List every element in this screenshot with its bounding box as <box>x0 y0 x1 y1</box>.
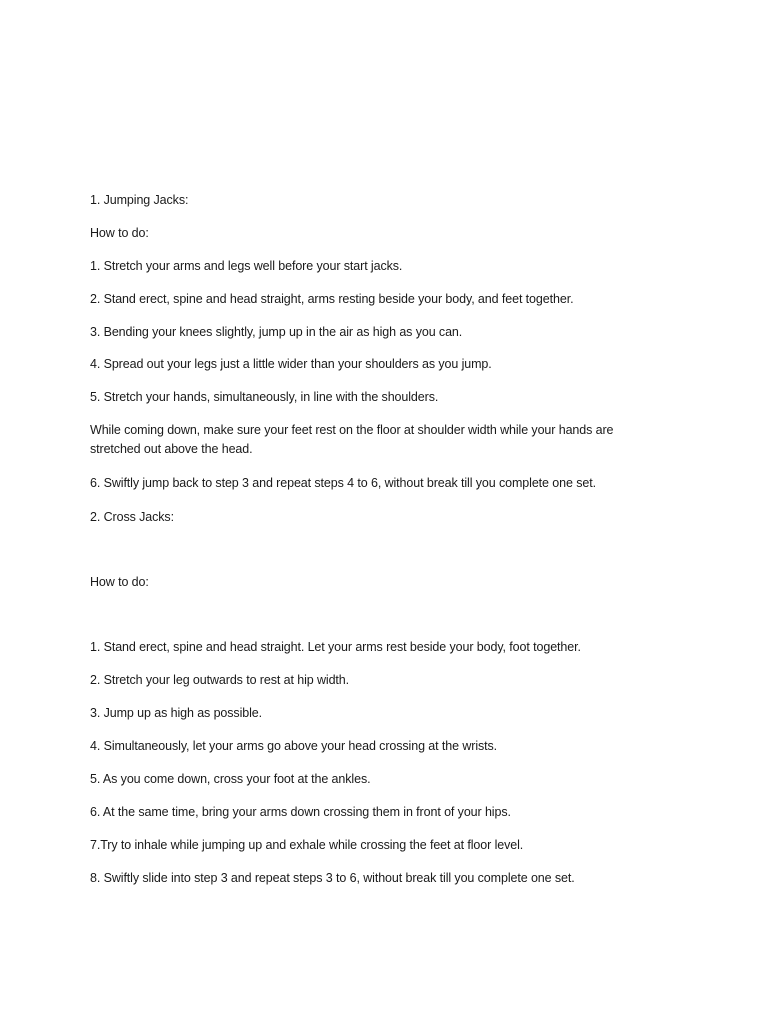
how-to-label: How to do: <box>90 226 149 240</box>
step-item: 7.Try to inhale while jumping up and exhale while crossing the feet at floor level. <box>90 838 524 852</box>
step-item: 3. Bending your knees slightly, jump up in the air as high as you can. <box>90 325 463 339</box>
step-item: 6. Swiftly jump back to step 3 and repeat steps 4 to 6, without break till you complete one set. <box>90 476 596 490</box>
step-item: 2. Stretch your leg outwards to rest at hip width. <box>90 673 350 687</box>
step-item: 5. As you come down, cross your foot at the ankles. <box>90 772 371 786</box>
how-to-label: How to do: <box>90 575 149 589</box>
step-item: 1. Stretch your arms and legs well before your start jacks. <box>90 259 403 273</box>
section-heading-cross-jacks: 2. Cross Jacks: <box>90 510 174 524</box>
step-item: 1. Stand erect, spine and head straight. Let your arms rest beside your body, foot together. <box>90 640 581 654</box>
step-item: 4. Simultaneously, let your arms go above your head crossing at the wrists. <box>90 739 498 753</box>
step-note: While coming down, make sure your feet rest on the floor at shoulder width while your hands are stretched out above the head. <box>90 423 614 456</box>
step-item: 8. Swiftly slide into step 3 and repeat steps 3 to 6, without break till you complete one set. <box>90 871 575 885</box>
step-item: 2. Stand erect, spine and head straight, arms resting beside your body, and feet together. <box>90 292 574 306</box>
step-item: 4. Spread out your legs just a little wider than your shoulders as you jump. <box>90 357 492 371</box>
step-item: 6. At the same time, bring your arms down crossing them in front of your hips. <box>90 805 511 819</box>
step-item: 3. Jump up as high as possible. <box>90 706 263 720</box>
step-item: 5. Stretch your hands, simultaneously, in line with the shoulders. <box>90 390 439 404</box>
section-heading-jumping-jacks: 1. Jumping Jacks: <box>90 193 189 207</box>
